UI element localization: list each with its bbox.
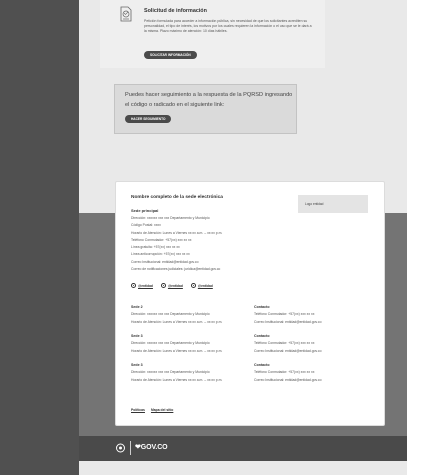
twitter-icon [161,283,166,288]
facebook-icon [131,283,136,288]
branch-1-contact [254,304,379,326]
social-link-facebook[interactable] [131,283,153,288]
branch-address: Dirección: xxxxxx xxx xxx Departamento y Municipio [131,312,210,317]
contact-heading: Contacto [254,363,270,367]
instagram-icon [191,283,196,288]
contact-phone: Teléfono Conmutador: +57(xx) xxx xx xx [254,341,315,346]
contact-heading: Contacto [254,334,270,338]
branch-hours: Horario de Atención: Lunes a Viernes xx:xx a.m. – xx:xx p.m. [131,377,223,382]
social-label: @entidad [138,283,153,288]
branch-address: Dirección: xxxxxx xxx xxx Departamento y Municipio [131,370,210,375]
main-hours: Horario de Atención: Lunes a Viernes xx:xx a.m. – xx:xx p.m. [131,230,223,235]
main-address: Dirección: xxxxxx xxx xxx Departamento y Municipio [131,216,210,220]
branch-heading: Sede 3 [131,334,143,338]
main-office-heading: Sede principal [131,208,159,213]
branch-hours: Horario de Atención: Lunes a Viernes xx:xx a.m. – xx:xx p.m. [131,319,223,324]
entity-info-card [115,181,385,426]
social-links [131,283,213,288]
colombia-logo-icon [116,443,125,453]
contact-phone: Teléfono Conmutador: +57(xx) xxx xx xx [254,370,315,375]
social-link-instagram[interactable] [191,283,213,288]
entity-title: Nombre completo de la sede electrónica [131,195,223,200]
request-description: Petición formulada para acceder a información pública, sin necesidad de que los solicitantes acrediten su personalidad, el tipo de interés, los motivos por los cuales requieren la información o el uso que se le dará a la misma. Plazo máximo de atención: 10 días hábiles. [144,19,312,34]
followup-text: Puedes hacer seguimiento a la respuesta de la PQRSD ingresando el código o radicado en el siguiente link: [125,92,293,108]
social-label: @entidad [197,283,213,288]
contact-email: Correo Institucional: entidad@entidad.gov.co [254,377,322,382]
main-postal-code: Código Postal: xxxx [131,223,161,228]
branch-3-contact [254,362,379,384]
main-email: Correo Institucional: entidad@entidad.gov.co [131,259,199,264]
contact-phone: Teléfono Conmutador: +57(xx) xxx xx xx [254,312,315,317]
branch-address: Dirección: xxxxxx xxx xxx Departamento y Municipio [131,341,210,346]
govco-brand[interactable] [135,443,168,451]
followup-button[interactable]: HACER SEGUIMIENTO [125,115,171,123]
branch-1 [131,304,251,326]
govco-logo-icon: ❤ [135,444,141,451]
page-bottom [79,461,407,475]
sitemap-link[interactable]: Mapa del sitio [150,408,174,412]
branch-2 [131,333,251,355]
entity-logo-label: Logo entidad [305,202,324,206]
contact-email: Correo Institucional: entidad@entidad.gov.co [254,348,322,353]
request-title: Solicitud de información [144,8,207,14]
contact-email: Correo Institucional: entidad@entidad.gov.co [254,319,322,324]
branch-3 [131,362,251,384]
main-office-details [131,215,222,273]
entity-logo [298,195,368,213]
document-icon [119,6,133,23]
govco-footer [79,436,407,461]
branch-hours: Horario de Atención: Lunes a Viernes xx:xx a.m. – xx:xx p.m. [131,348,223,353]
govco-brand-label: GOV.CO [140,444,168,451]
footer-divider [130,441,131,455]
social-label: @entidad [167,283,183,288]
followup-box [114,84,297,134]
policies-link[interactable]: Políticas [131,408,145,412]
request-information-button[interactable]: SOLICITAR INFORMACIÓN [144,51,197,59]
left-sidebar [0,0,79,475]
branch-heading: Sede 2 [131,305,143,309]
footer-links [131,408,173,412]
right-margin [407,0,423,475]
social-link-twitter[interactable] [161,283,183,288]
main-judicial-email: Correo de notificaciones judiciales: juridica@entidad.gov.co [131,267,221,272]
branch-heading: Sede 3 [131,363,143,367]
branch-2-contact [254,333,379,355]
main-free-line: Línea gratuita: +57(xx) xxx xx xx [131,245,180,250]
page-content [79,0,407,475]
contact-heading: Contacto [254,305,270,309]
main-phone: Teléfono Conmutador: +57(xx) xxx xx xx [131,237,192,242]
main-anticorruption-line: Línea anticorrupción: +57(xx) xxx xx xx [131,252,190,257]
request-card [100,0,325,68]
